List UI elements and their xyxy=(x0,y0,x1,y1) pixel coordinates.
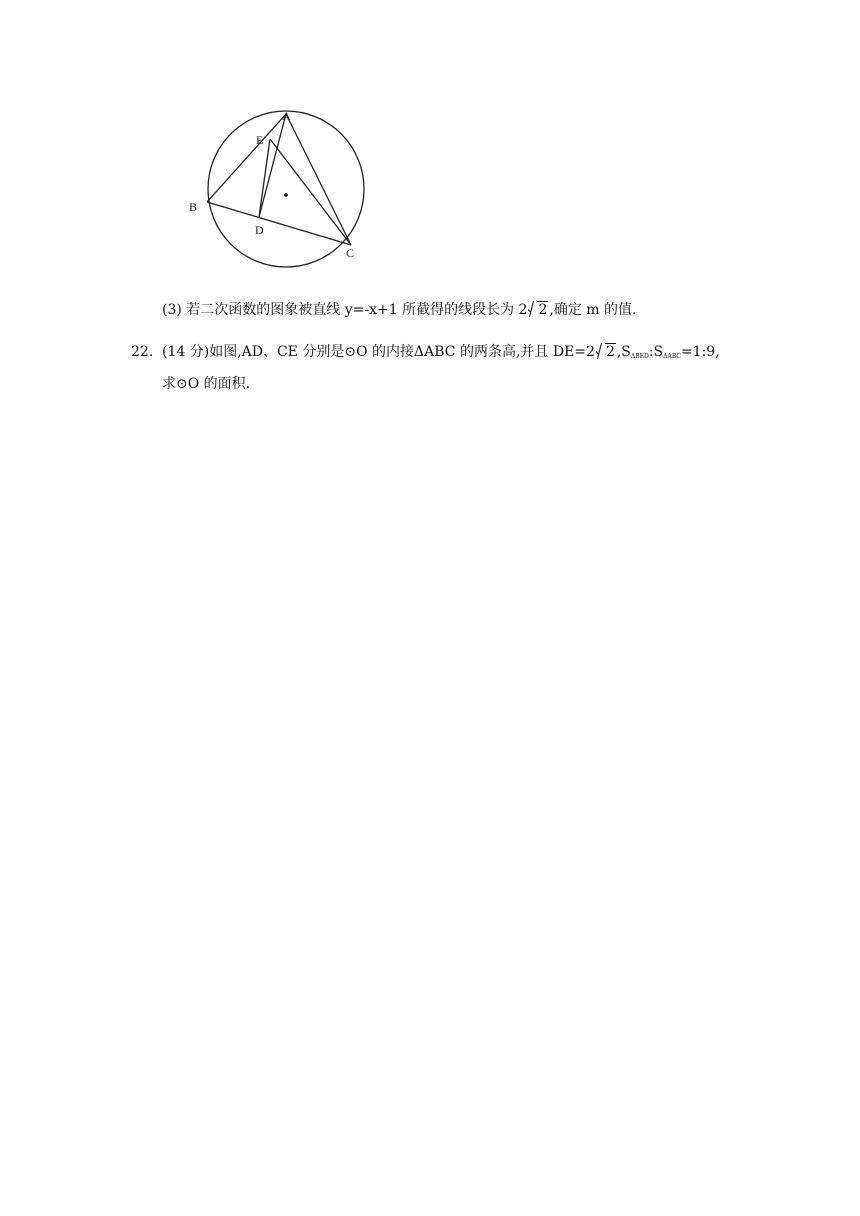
center-point-o xyxy=(284,193,288,197)
circle-o xyxy=(208,111,364,267)
part3-suffix: ,确定 m 的值. xyxy=(549,302,637,318)
sqrt-symbol xyxy=(528,300,548,320)
segment-bc xyxy=(207,202,351,245)
label-c: C xyxy=(346,246,355,260)
label-b: B xyxy=(189,200,198,214)
label-a: A xyxy=(282,109,291,123)
q22-sub-abc: ΔABC xyxy=(663,353,681,360)
part3-radicand: 2 xyxy=(538,302,548,318)
part3-prefix: (3) 若二次函数的图象被直线 y=-x+1 所截得的线段长为 2 xyxy=(162,302,528,318)
q22-text-a: (14 分)如图,AD、CE 分别是⊙O 的内接ΔABC 的两条高,并且 DE=2 xyxy=(162,344,595,360)
circle-triangle-figure xyxy=(180,104,400,290)
q22-sub-bed: ΔBED xyxy=(630,353,649,360)
part3-line xyxy=(162,300,636,320)
q22-radicand: 2 xyxy=(605,344,615,360)
q22-line1 xyxy=(162,342,720,367)
q22-number: 22. xyxy=(131,344,154,360)
figure-svg xyxy=(180,104,400,290)
segment-de xyxy=(259,139,270,217)
segment-ce xyxy=(270,139,351,245)
q22-text-b: ,S xyxy=(616,344,631,360)
q22-colon: :S xyxy=(648,344,664,360)
q22-line2: 求⊙O 的面积. xyxy=(162,376,251,392)
label-d: D xyxy=(255,223,264,237)
sqrt-symbol xyxy=(596,342,616,362)
label-e: E xyxy=(256,133,264,147)
q22-ratio: =1:9, xyxy=(680,344,720,360)
